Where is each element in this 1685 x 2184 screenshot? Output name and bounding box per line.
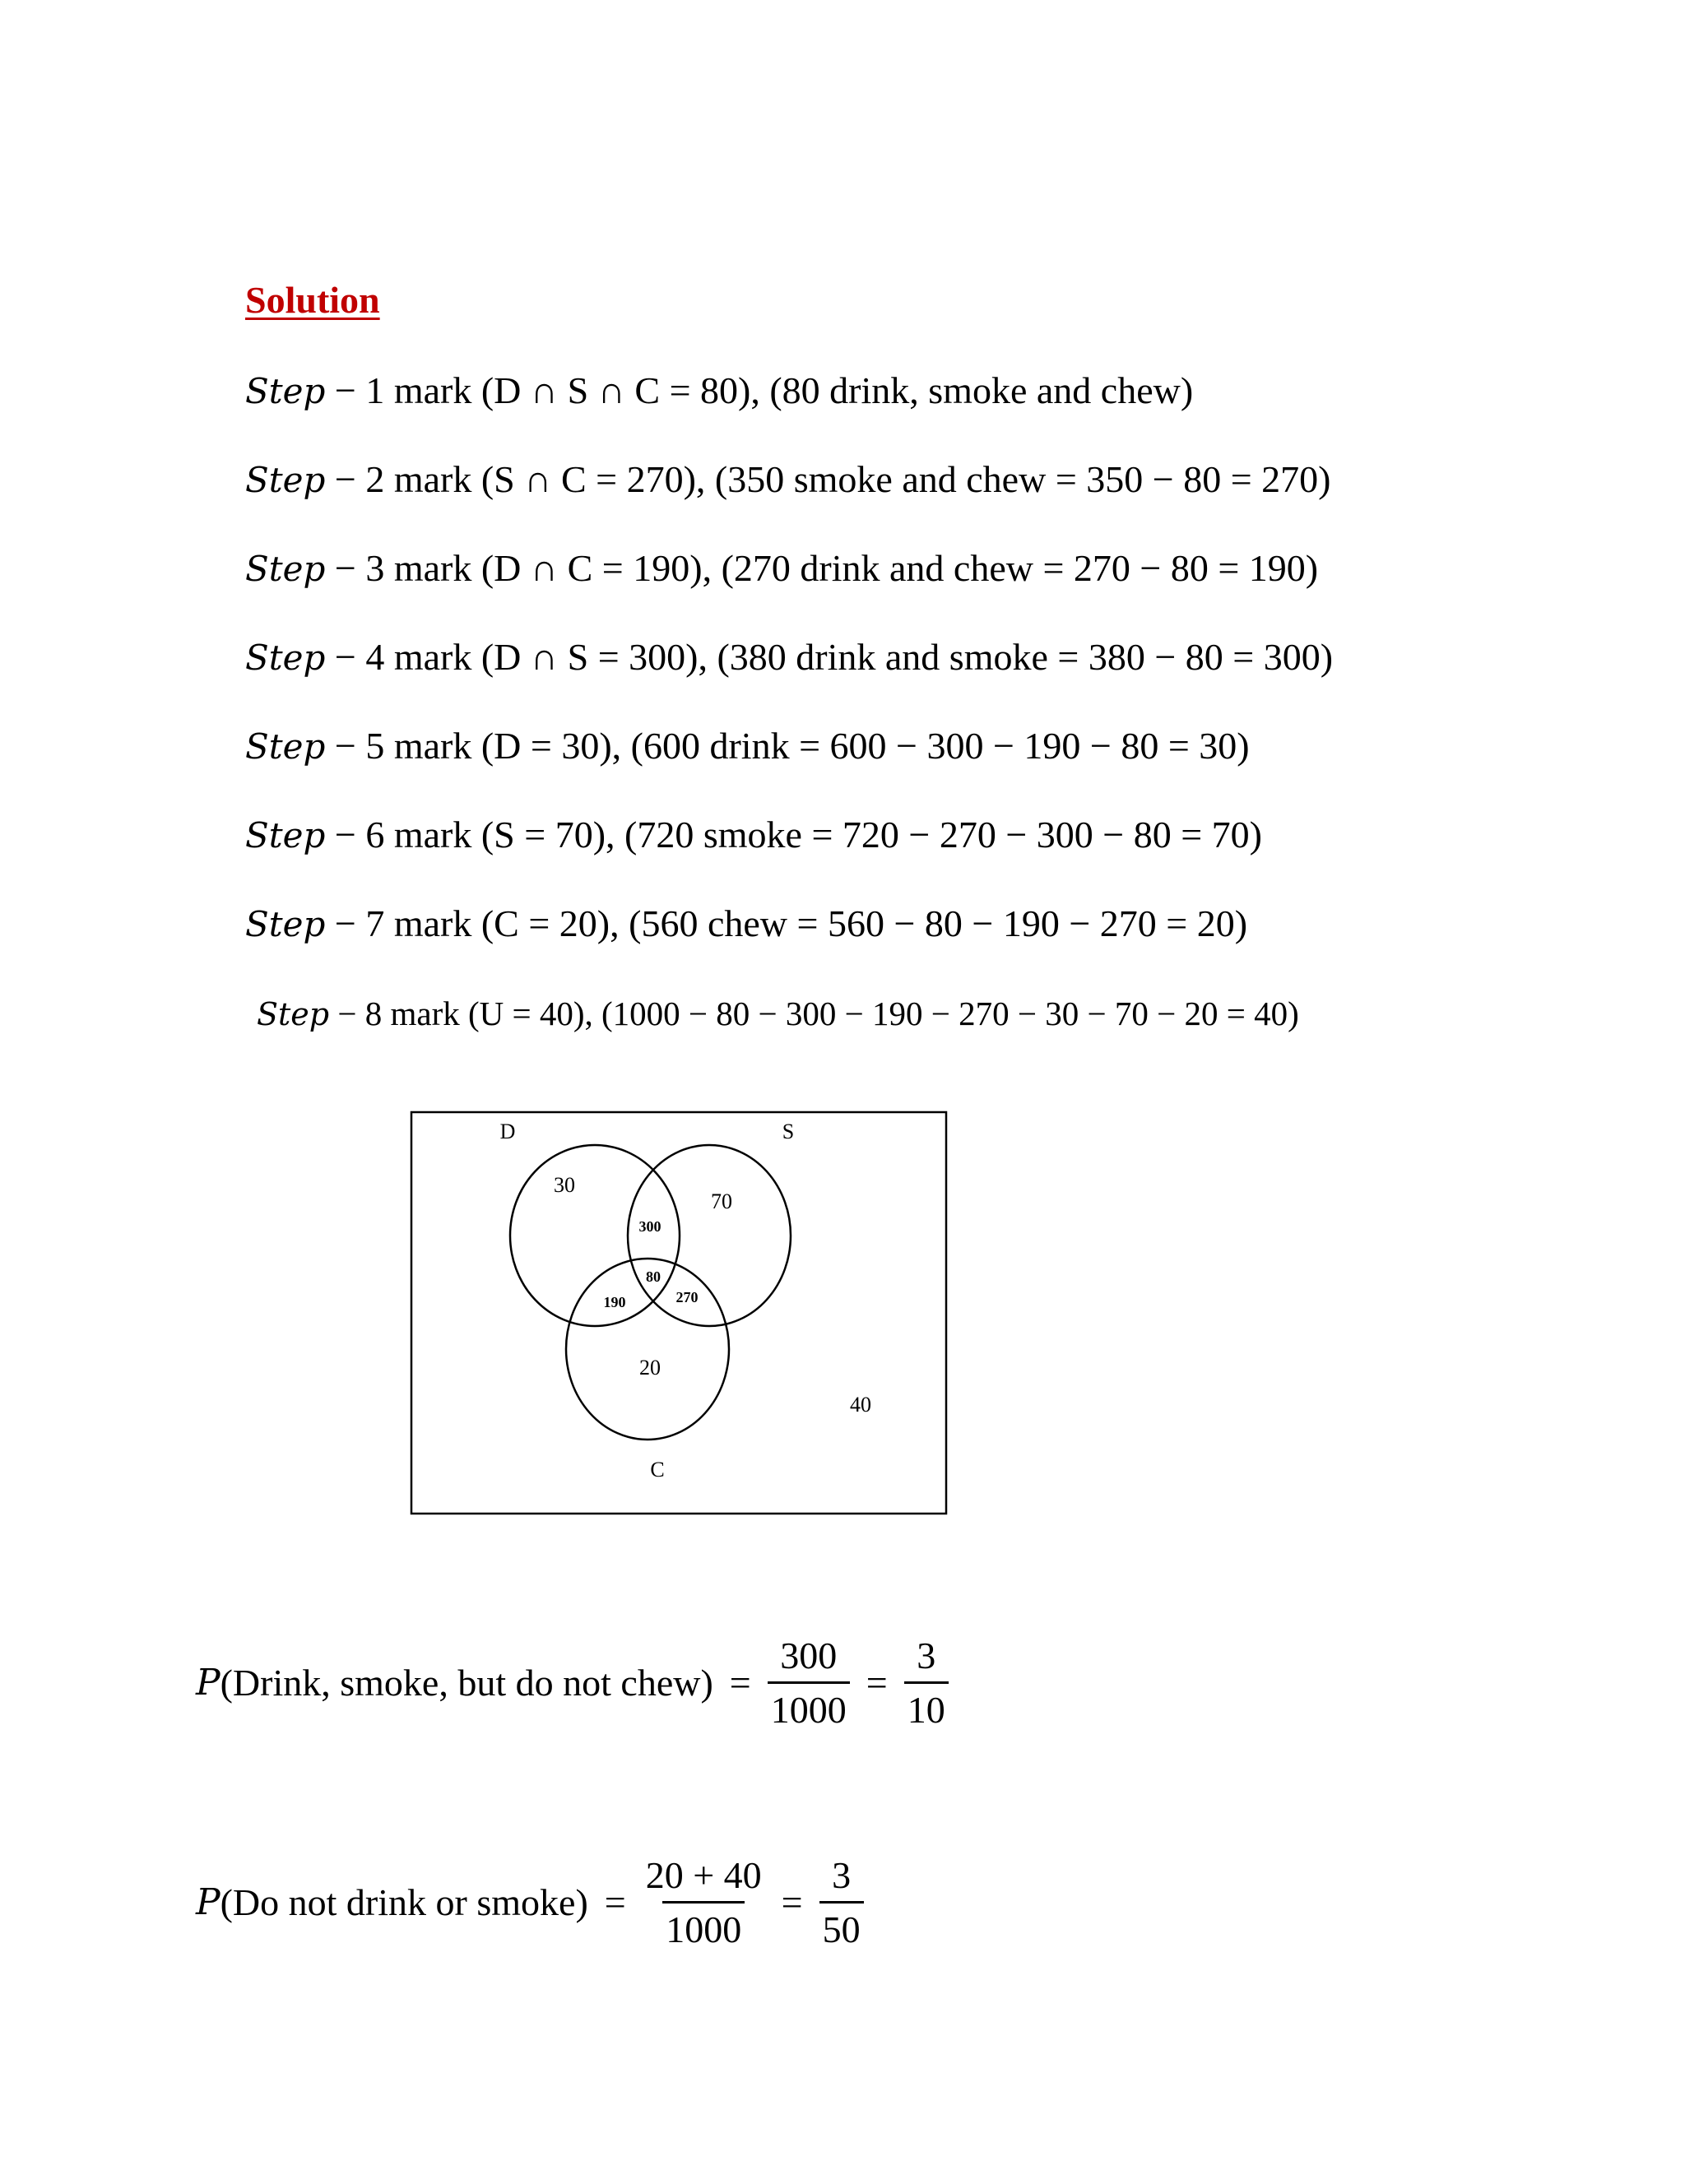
denominator: 1000 [662,1901,745,1952]
step-text: − 8 mark (U = 40), (1000 − 80 − 300 − 190 − 270 − 30 − 70 − 20 = 40) [329,995,1299,1032]
region-c-only: 20 [639,1356,661,1379]
region-s-only: 70 [711,1189,732,1213]
label-d: D [499,1120,516,1143]
probability-1 [196,1633,949,1732]
step-word: Step [245,726,326,767]
step-6 [245,816,1262,854]
step-word: Step [245,549,326,589]
step-word: Step [245,638,326,678]
prob-symbol: P [196,1881,220,1924]
equals-sign: = [729,1662,751,1704]
step-word: Step [245,371,326,411]
step-8 [257,997,1299,1031]
equals-sign: = [604,1881,626,1924]
step-text: − 4 mark (D ∩ S = 300), (380 drink and smoke = 380 − 80 = 300) [325,636,1334,678]
step-word: Step [245,815,326,856]
solution-heading: Solution [245,279,380,321]
fraction-2 [904,1633,949,1732]
step-5 [245,727,1250,765]
probability-2 [196,1852,864,1952]
denominator: 10 [904,1681,949,1732]
fraction-2 [819,1852,864,1952]
step-text: − 6 mark (S = 70), (720 smoke = 720 − 270 − 300 − 80 = 70) [325,814,1262,856]
step-2 [245,458,1331,500]
denominator: 50 [819,1901,864,1952]
step-1 [245,369,1194,411]
step-text: − 2 mark (S ∩ C = 270), (350 smoke and chew = 350 − 80 = 270) [325,458,1331,500]
step-text: − 1 mark (D ∩ S ∩ C = 80), (80 drink, smoke and chew) [325,369,1194,411]
step-word: Step [245,904,326,944]
region-d-and-c: 190 [603,1294,626,1310]
step-7 [245,902,1248,944]
numerator: 3 [917,1635,936,1676]
circle-c [566,1259,729,1440]
step-4 [245,638,1333,676]
step-text: − 5 mark (D = 30), (600 drink = 600 − 300 − 190 − 80 = 30) [325,725,1250,767]
fraction-1 [643,1852,765,1952]
label-c: C [650,1458,665,1482]
region-d-only: 30 [554,1173,575,1197]
step-word: Step [245,460,326,500]
prob-event: (Do not drink or smoke) [220,1881,588,1924]
circle-d [510,1145,680,1326]
step-3 [245,549,1318,587]
step-word: Step [257,996,330,1032]
region-d-s-c: 80 [646,1268,661,1285]
circle-s [628,1145,791,1326]
numerator: 3 [832,1854,852,1896]
step-text: − 3 mark (D ∩ C = 190), (270 drink and chew = 270 − 80 = 190) [325,547,1319,589]
fraction-1 [768,1633,850,1732]
numerator: 300 [780,1635,838,1676]
label-s: S [782,1120,795,1143]
step-text: − 7 mark (C = 20), (560 chew = 560 − 80 − 190 − 270 = 20) [325,902,1248,944]
prob-symbol: P [196,1662,220,1704]
prob-event: (Drink, smoke, but do not chew) [220,1662,713,1704]
numerator: 20 + 40 [645,1854,762,1896]
equals-sign: = [866,1662,888,1704]
universe-box [411,1112,946,1514]
region-outside: 40 [850,1393,871,1417]
region-s-and-c: 270 [675,1289,699,1305]
region-d-and-s: 300 [638,1218,661,1235]
denominator: 1000 [768,1681,850,1732]
equals-sign: = [781,1881,803,1924]
